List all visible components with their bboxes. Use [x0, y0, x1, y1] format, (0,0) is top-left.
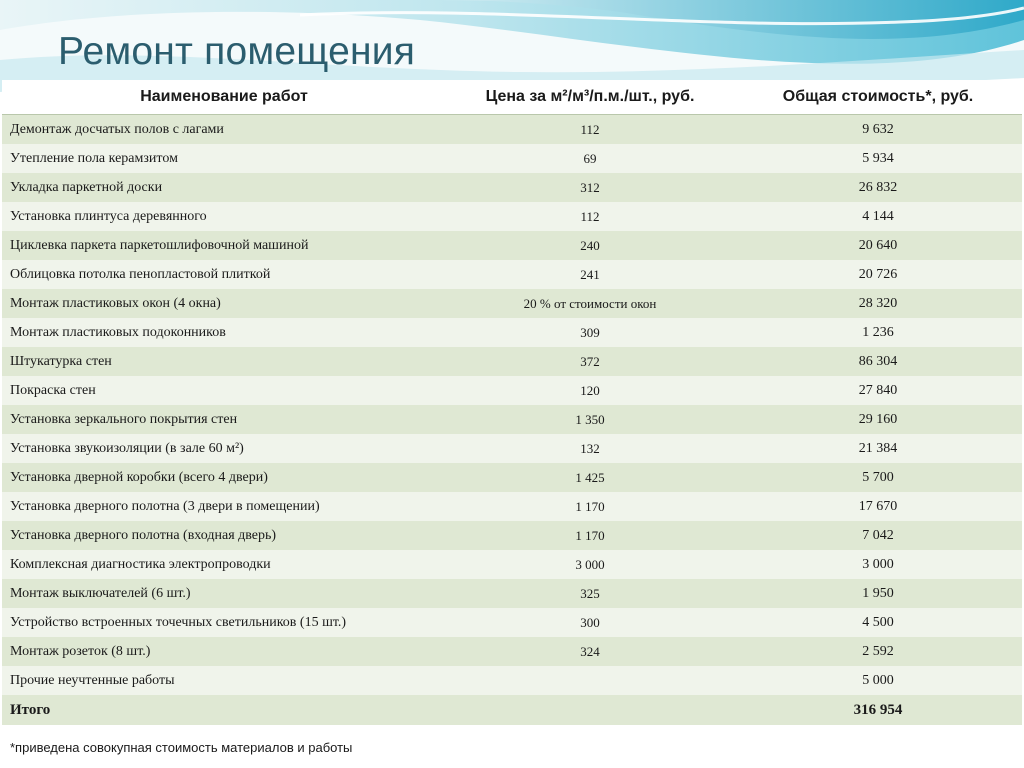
unit-price-cell: 120	[446, 376, 734, 405]
footnote: *приведена совокупная стоимость материалов и работы	[10, 740, 353, 755]
table-row	[2, 492, 1022, 521]
table-row	[2, 347, 1022, 376]
unit-price-cell: 372	[446, 347, 734, 376]
table-row	[2, 405, 1022, 434]
total-empty-cell	[446, 695, 734, 725]
work-name-cell: Демонтаж досчатых полов с лагами	[2, 115, 446, 145]
work-name-cell: Циклевка паркета паркетошлифовочной машиной	[2, 231, 446, 260]
work-name-cell: Устройство встроенных точечных светильников (15 шт.)	[2, 608, 446, 637]
total-cost-cell: 28 320	[734, 289, 1022, 318]
table-row	[2, 434, 1022, 463]
work-name-cell: Установка плинтуса деревянного	[2, 202, 446, 231]
unit-price-cell: 309	[446, 318, 734, 347]
unit-price-cell: 112	[446, 202, 734, 231]
total-cost-cell: 29 160	[734, 405, 1022, 434]
total-cost-cell: 26 832	[734, 173, 1022, 202]
total-cost-cell: 5 934	[734, 144, 1022, 173]
work-name-cell: Установка дверного полотна (3 двери в помещении)	[2, 492, 446, 521]
work-name-cell: Монтаж розеток (8 шт.)	[2, 637, 446, 666]
table-row	[2, 637, 1022, 666]
total-cost-cell: 7 042	[734, 521, 1022, 550]
unit-price-cell: 300	[446, 608, 734, 637]
work-name-cell: Монтаж пластиковых подоконников	[2, 318, 446, 347]
table-row	[2, 376, 1022, 405]
unit-price-cell	[446, 666, 734, 695]
total-cost-cell: 20 640	[734, 231, 1022, 260]
total-cost-cell: 5 700	[734, 463, 1022, 492]
unit-price-cell: 112	[446, 115, 734, 145]
total-cost-cell: 5 000	[734, 666, 1022, 695]
unit-price-cell: 3 000	[446, 550, 734, 579]
table-row	[2, 666, 1022, 695]
unit-price-cell: 1 350	[446, 405, 734, 434]
work-name-cell: Облицовка потолка пенопластовой плиткой	[2, 260, 446, 289]
unit-price-cell: 240	[446, 231, 734, 260]
total-cost-cell: 17 670	[734, 492, 1022, 521]
work-name-cell: Утепление пола керамзитом	[2, 144, 446, 173]
work-name-cell: Монтаж пластиковых окон (4 окна)	[2, 289, 446, 318]
table-row	[2, 115, 1022, 145]
total-cost-cell: 21 384	[734, 434, 1022, 463]
unit-price-cell: 20 % от стоимости окон	[446, 289, 734, 318]
total-cost-cell: 1 236	[734, 318, 1022, 347]
total-cost-cell: 27 840	[734, 376, 1022, 405]
total-value: 316 954	[734, 695, 1022, 725]
slide-title: Ремонт помещения	[58, 30, 416, 73]
table-row	[2, 173, 1022, 202]
total-label: Итого	[2, 695, 446, 725]
total-cost-cell: 86 304	[734, 347, 1022, 376]
work-name-cell: Прочие неучтенные работы	[2, 666, 446, 695]
table-header-row	[2, 80, 1022, 115]
table-row	[2, 521, 1022, 550]
work-name-cell: Покраска стен	[2, 376, 446, 405]
unit-price-cell: 312	[446, 173, 734, 202]
total-cost-cell: 4 144	[734, 202, 1022, 231]
work-name-cell: Комплексная диагностика электропроводки	[2, 550, 446, 579]
unit-price-cell: 1 425	[446, 463, 734, 492]
unit-price-cell: 1 170	[446, 521, 734, 550]
total-cost-cell: 3 000	[734, 550, 1022, 579]
unit-price-cell: 132	[446, 434, 734, 463]
total-cost-cell: 2 592	[734, 637, 1022, 666]
total-cost-cell: 9 632	[734, 115, 1022, 145]
header-total-cost: Общая стоимость*, руб.	[734, 80, 1022, 115]
work-name-cell: Монтаж выключателей (6 шт.)	[2, 579, 446, 608]
unit-price-cell: 325	[446, 579, 734, 608]
table-row	[2, 202, 1022, 231]
cost-table	[2, 80, 1022, 725]
total-cost-cell: 1 950	[734, 579, 1022, 608]
table-row	[2, 579, 1022, 608]
cost-table-container	[2, 80, 1022, 725]
header-unit-price: Цена за м²/м³/п.м./шт., руб.	[446, 80, 734, 115]
table-row	[2, 463, 1022, 492]
table-row	[2, 144, 1022, 173]
total-cost-cell: 20 726	[734, 260, 1022, 289]
unit-price-cell: 241	[446, 260, 734, 289]
unit-price-cell: 69	[446, 144, 734, 173]
table-row	[2, 318, 1022, 347]
table-row	[2, 289, 1022, 318]
work-name-cell: Штукатурка стен	[2, 347, 446, 376]
table-row	[2, 608, 1022, 637]
table-row	[2, 231, 1022, 260]
work-name-cell: Установка дверного полотна (входная дверь)	[2, 521, 446, 550]
work-name-cell: Установка зеркального покрытия стен	[2, 405, 446, 434]
work-name-cell: Установка дверной коробки (всего 4 двери)	[2, 463, 446, 492]
unit-price-cell: 324	[446, 637, 734, 666]
header-work-name: Наименование работ	[2, 80, 446, 115]
work-name-cell: Укладка паркетной доски	[2, 173, 446, 202]
table-row	[2, 550, 1022, 579]
total-cost-cell: 4 500	[734, 608, 1022, 637]
unit-price-cell: 1 170	[446, 492, 734, 521]
total-row	[2, 695, 1022, 725]
work-name-cell: Установка звукоизоляции (в зале 60 м²)	[2, 434, 446, 463]
table-row	[2, 260, 1022, 289]
